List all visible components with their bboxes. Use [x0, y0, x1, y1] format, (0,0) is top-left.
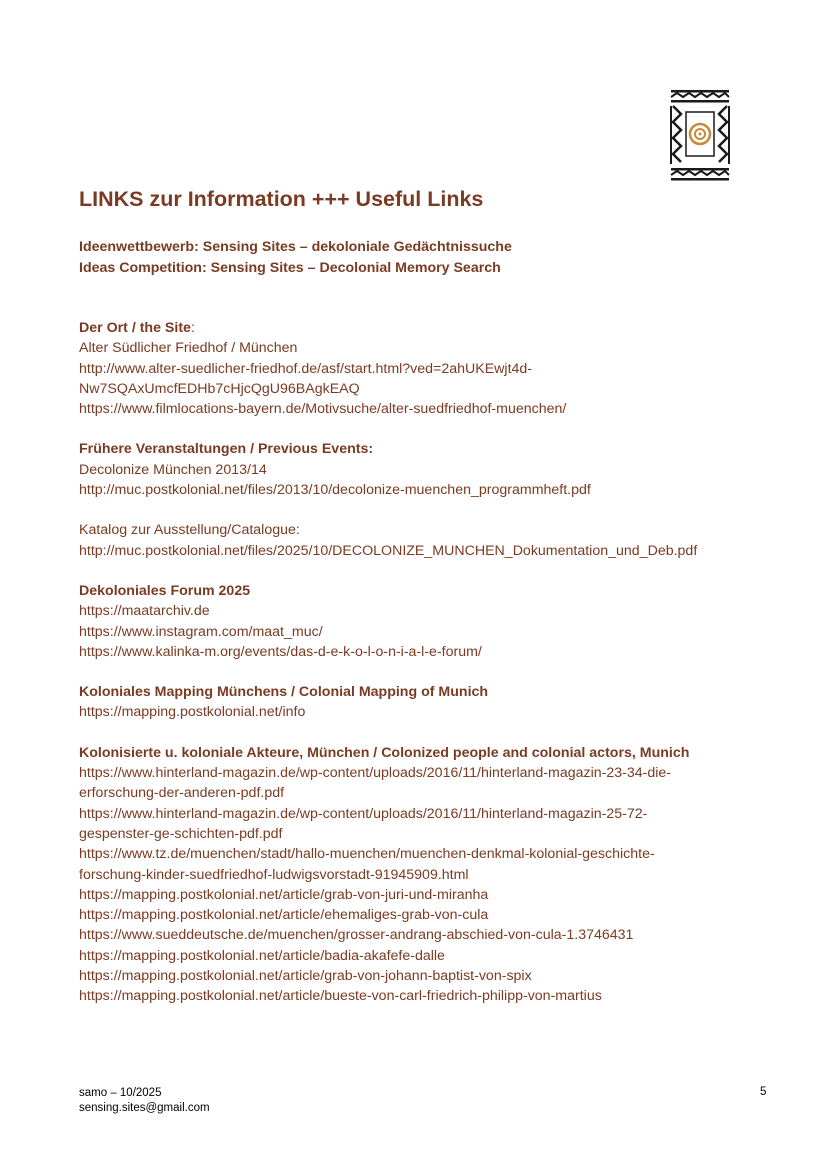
section-site [79, 318, 799, 419]
section-actors [79, 743, 799, 1007]
events-item: Decolonize München 2013/14 [79, 461, 267, 478]
actors-link-5[interactable]: https://mapping.postkolonial.net/article/ehemaliges-grab-von-cula [79, 907, 489, 924]
section-events [79, 439, 799, 500]
actors-link-2[interactable]: https://www.hinterland-magazin.de/wp-content/uploads/2016/11/hinterland-magazin-25-72- [79, 805, 648, 822]
links-content [79, 318, 799, 1027]
footer-email: sensing.sites@gmail.com [79, 1102, 210, 1114]
forum-link-3[interactable]: https://www.kalinka-m.org/events/das-d-e-k-o-l-o-n-i-a-l-e-forum/ [79, 643, 482, 660]
actors-link-6[interactable]: https://www.sueddeutsche.de/muenchen/grosser-andrang-abschied-von-cula-1.3746431 [79, 927, 634, 944]
subtitle-de: Ideenwettbewerb: Sensing Sites – dekoloniale Gedächtnissuche [79, 239, 512, 255]
actors-link-1-cont[interactable]: erforschung-der-anderen-pdf.pdf [79, 785, 285, 802]
site-place: Alter Südlicher Friedhof / München [79, 340, 298, 357]
section-events-heading: Frühere Veranstaltungen / Previous Events: [79, 441, 374, 458]
actors-link-1[interactable]: https://www.hinterland-magazin.de/wp-content/uploads/2016/11/hinterland-magazin-23-34-die- [79, 765, 672, 782]
pattern-logo-icon [667, 88, 733, 184]
section-site-heading-colon: : [190, 320, 195, 336]
actors-link-9[interactable]: https://mapping.postkolonial.net/article/bueste-von-carl-friedrich-philipp-von-martius [79, 988, 602, 1005]
actors-link-2-cont[interactable]: gespenster-ge-schichten-pdf.pdf [79, 825, 283, 842]
section-actors-heading: Kolonisierte u. koloniale Akteure, München / Colonized people and colonial actors, Munich [79, 744, 690, 761]
events-link[interactable]: http://muc.postkolonial.net/files/2013/10/decolonize-muenchen_programmheft.pdf [79, 482, 591, 499]
catalogue-link[interactable]: http://muc.postkolonial.net/files/2025/10/DECOLONIZE_MUNCHEN_Dokumentation_und_Deb.pdf [79, 542, 698, 559]
catalogue-label: Katalog zur Ausstellung/Catalogue: [79, 522, 300, 539]
site-link-1[interactable]: http://www.alter-suedlicher-friedhof.de/asf/start.html?ved=2ahUKEwjt4d- [79, 360, 533, 377]
site-link-1-cont[interactable]: Nw7SQAxUmcfEDHb7cHjcQgU96BAgkEAQ [79, 380, 360, 397]
section-forum [79, 581, 799, 662]
actors-link-3-cont[interactable]: forschung-kinder-suedfriedhof-ludwigsvorstadt-91945909.html [79, 866, 469, 883]
actors-link-4[interactable]: https://mapping.postkolonial.net/article/grab-von-juri-und-miranha [79, 886, 489, 903]
section-mapping [79, 682, 799, 723]
section-catalogue [79, 520, 799, 561]
actors-link-8[interactable]: https://mapping.postkolonial.net/article/grab-von-johann-baptist-von-spix [79, 968, 532, 985]
forum-link-2[interactable]: https://www.instagram.com/maat_muc/ [79, 623, 323, 640]
footer-author-date: samo – 10/2025 [79, 1087, 162, 1099]
page-number: 5 [760, 1086, 767, 1098]
subtitle-block [79, 237, 512, 278]
footer [79, 1086, 210, 1116]
actors-link-3[interactable]: https://www.tz.de/muenchen/stadt/hallo-muenchen/muenchen-denkmal-kolonial-geschichte- [79, 846, 655, 863]
mapping-link[interactable]: https://mapping.postkolonial.net/info [79, 704, 306, 721]
section-mapping-heading: Koloniales Mapping Münchens / Colonial Mapping of Munich [79, 684, 489, 701]
section-site-heading: Der Ort / the Site [79, 320, 191, 336]
actors-link-7[interactable]: https://mapping.postkolonial.net/article/badia-akafefe-dalle [79, 947, 445, 964]
site-link-2[interactable]: https://www.filmlocations-bayern.de/Motivsuche/alter-suedfriedhof-muenchen/ [79, 401, 567, 418]
forum-link-1[interactable]: https://maatarchiv.de [79, 603, 210, 620]
subtitle-en: Ideas Competition: Sensing Sites – Decolonial Memory Search [79, 259, 501, 276]
page-title: LINKS zur Information +++ Useful Links [79, 187, 484, 211]
section-forum-heading: Dekoloniales Forum 2025 [79, 582, 251, 599]
